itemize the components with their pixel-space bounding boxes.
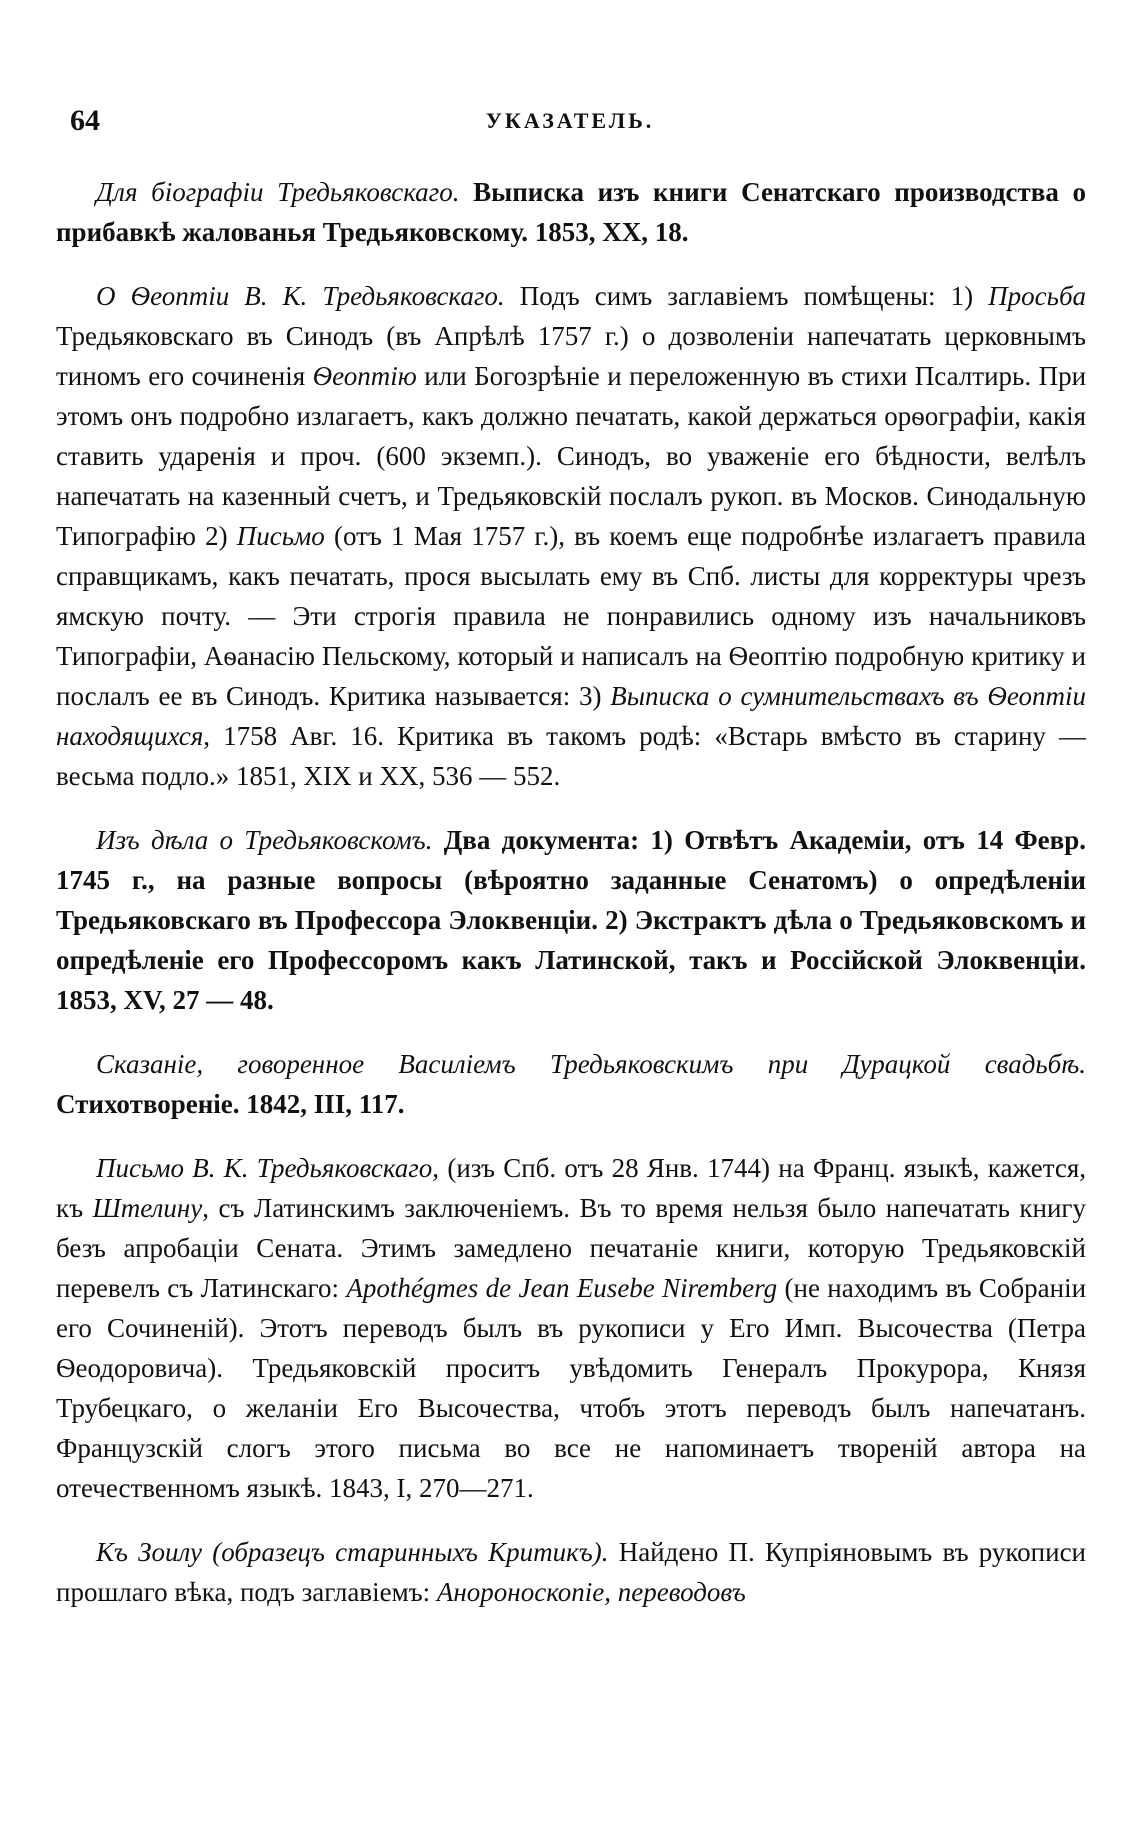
entry-text: (не находимъ въ Собраніи его Сочиненій). Этотъ переводъ былъ въ рукописи у Его Имп. Высочества (Петра Ѳеодоровича). Тредьяковскій проситъ увѣдомить Генералъ Прокурора, Князя Трубецкаго, о желаніи Его Высочества, чтобъ этотъ переводъ былъ напечатанъ. Французскій слогъ этого письма во все не напоминаетъ твореній автора на отечественномъ языкѣ. 1843, I, 270—271. — [56, 1273, 1087, 1503]
index-entry — [56, 820, 1086, 1020]
page-number: 64 — [70, 104, 100, 137]
index-entry — [56, 1532, 1086, 1612]
entry-italic: Apothégmes de Jean Eusebe Niremberg — [346, 1273, 778, 1303]
entry-title: О Ѳеоптіи В. К. Тредьяковскаго. — [96, 281, 505, 311]
entry-text: Найдено П. Купріяновымъ въ рукописи прошлаго вѣка, подъ заглавіемъ: — [56, 1537, 1086, 1607]
index-entry — [56, 1044, 1086, 1124]
entry-italic: Ѳеоптію — [312, 361, 417, 391]
entry-italic: Выписка о сумнительствахъ въ Ѳеоптіи находящихся — [56, 681, 1087, 751]
entry-text: Подъ симъ заглавіемъ помѣщены: 1) — [519, 281, 974, 311]
index-entry — [56, 276, 1086, 796]
entry-text: , съ Латинскимъ заключеніемъ. Въ то время нельзя было напечатать книгу безъ апробаціи Сената. Этимъ замедлено печатаніе книги, которую Тредьяковскій перевелъ съ Латинскаго: — [56, 1193, 1086, 1303]
page-title: УКАЗАТЕЛЬ. — [485, 108, 655, 133]
entry-italic: Анороноскопіе, переводовъ — [436, 1577, 746, 1607]
entry-italic: Штелину — [92, 1193, 203, 1223]
entry-italic: (образецъ старинныхъ Критикъ). — [212, 1537, 609, 1567]
entry-title: Сказаніе, говоренное Василіемъ Тредьяковскимъ при Дурацкой свадьбѣ. — [96, 1049, 1086, 1079]
entry-text: (изъ Спб. отъ 28 Янв. 1744) на Франц. языкѣ, кажется, къ — [56, 1153, 1087, 1223]
entry-title: Для біографіи Тредьяковскаго. — [96, 177, 460, 207]
entry-title: Изъ дѣла о Тредьяковскомъ. — [96, 825, 433, 855]
entry-text: Стихотвореніе. 1842, III, 117. — [56, 1089, 405, 1119]
entry-text: Выписка изъ книги Сенатскаго производства о прибавкѣ жалованья Тредьяковскому. 1853, XX, 18. — [56, 177, 1087, 247]
entry-text: Тредьяковскаго въ Синодъ (въ Апрѣлѣ 1757 г.) о дозволеніи напечатать церковнымъ тиномъ его сочиненія — [56, 321, 1086, 391]
index-entry — [56, 1148, 1086, 1508]
index-entry — [56, 172, 1086, 252]
entry-title: Письмо В. К. Тредьяковскаго, — [96, 1153, 440, 1183]
page-header — [70, 104, 1070, 144]
entry-title: Къ Зоилу — [96, 1537, 202, 1567]
entry-italic: Письмо — [236, 521, 325, 551]
entry-text: или Богозрѣніе и переложенную въ стихи Псалтирь. При этомъ онъ подробно излагаетъ, какъ должно печатать, какой держаться орѳографіи, какія ставить ударенія и проч. (600 экземп.). Синодъ, во уваженіе его бѣдности, велѣлъ напечатать на казенный счетъ, и Тредьяковскій послалъ рукоп. въ Москов. Синодальную Типографію 2) — [56, 361, 1087, 551]
entry-text: Два документа: 1) Отвѣтъ Академіи, отъ 14 Февр. 1745 г., на разные вопросы (вѣроятно заданные Сенатомъ) о опредѣленіи Тредьяковскаго въ Профессора Элоквенціи. 2) Экстрактъ дѣла о Тредьяковскомъ и опредѣленіе его Профессоромъ какъ Латинской, такъ и Россійской Элоквенціи. 1853, XV, 27 — 48. — [56, 825, 1086, 1015]
index-entries — [56, 172, 1086, 1612]
entry-italic: Просьба — [988, 281, 1087, 311]
entry-text: , 1758 Авг. 16. Критика въ такомъ родѣ: «Встарь вмѣсто въ старину — весьма подло.» 1851, XIX и XX, 536 — 552. — [56, 721, 1086, 791]
entry-text: (отъ 1 Мая 1757 г.), въ коемъ еще подробнѣе излагаетъ правила справщикамъ, какъ печатать, прося высылать ему въ Спб. листы для корректуры чрезъ ямскую почту. — Эти строгія правила не понравились одному изъ начальниковъ Типографіи, Аѳанасію Пельскому, который и написалъ на Ѳеоптію подробную критику и послалъ ее въ Синодъ. Критика называется: 3) — [56, 521, 1087, 711]
